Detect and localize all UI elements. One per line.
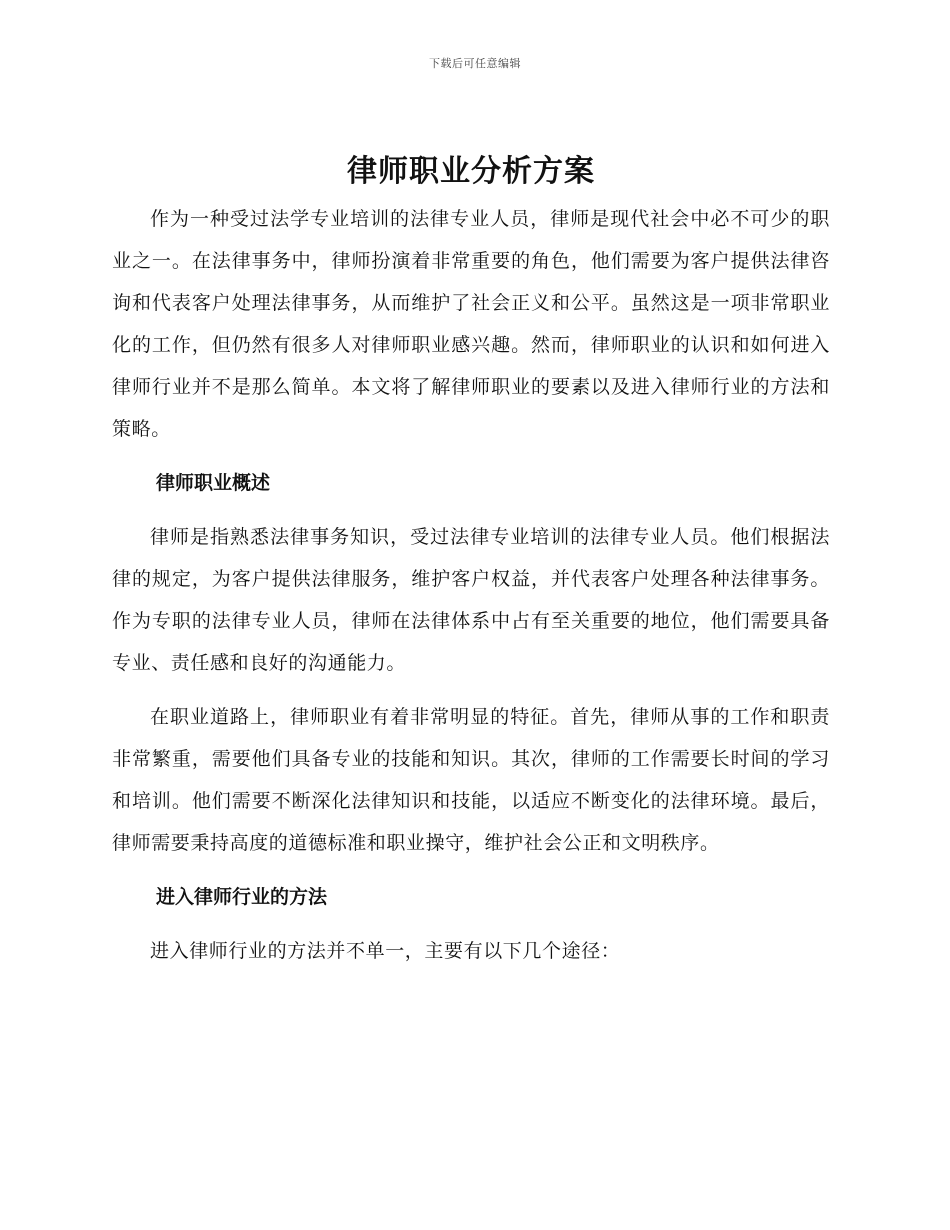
overview-paragraph-1: 律师是指熟悉法律事务知识，受过法律专业培训的法律专业人员。他们根据法律的规定，为客户提供法律服务，维护客户权益，并代表客户处理各种法律事务。作为专职的法律专业人员，律师在法律体系中占有至关重要的地位，他们需要具备专业、责任感和良好的沟通能力。 [112,526,830,674]
entry-methods-paragraph-1: 进入律师行业的方法并不单一，主要有以下几个途径： [150,940,621,962]
header-note: 下载后可任意编辑 [429,57,521,70]
section-heading-overview: 律师职业概述 [156,472,271,494]
paragraph-gap [112,684,830,696]
intro-paragraph: 作为一种受过法学专业培训的法律专业人员，律师是现代社会中必不可少的职业之一。在法律事务中，律师扮演着非常重要的角色，他们需要为客户提供法律咨询和代表客户处理法律事务，从而维护了社会正义和公平。虽然这是一项非常职业化的工作，但仍然有很多人对律师职业感兴趣。然而，律师职业的认识和如何进入律师行业并不是那么简单。本文将了解律师职业的要素以及进入律师行业的方法和策略。 [112,208,830,440]
document-body [112,150,830,972]
overview-paragraph-2: 在职业道路上，律师职业有着非常明显的特征。首先，律师从事的工作和职责非常繁重，需要他们具备专业的技能和知识。其次，律师的工作需要长时间的学习和培训。他们需要不断深化法律知识和技能，以适应不断变化的法律环境。最后，律师需要秉持高度的道德标准和职业操守，维护社会公正和文明秩序。 [112,706,830,854]
document-title: 律师职业分析方案 [347,154,595,189]
section-heading-entry-methods: 进入律师行业的方法 [156,886,328,908]
